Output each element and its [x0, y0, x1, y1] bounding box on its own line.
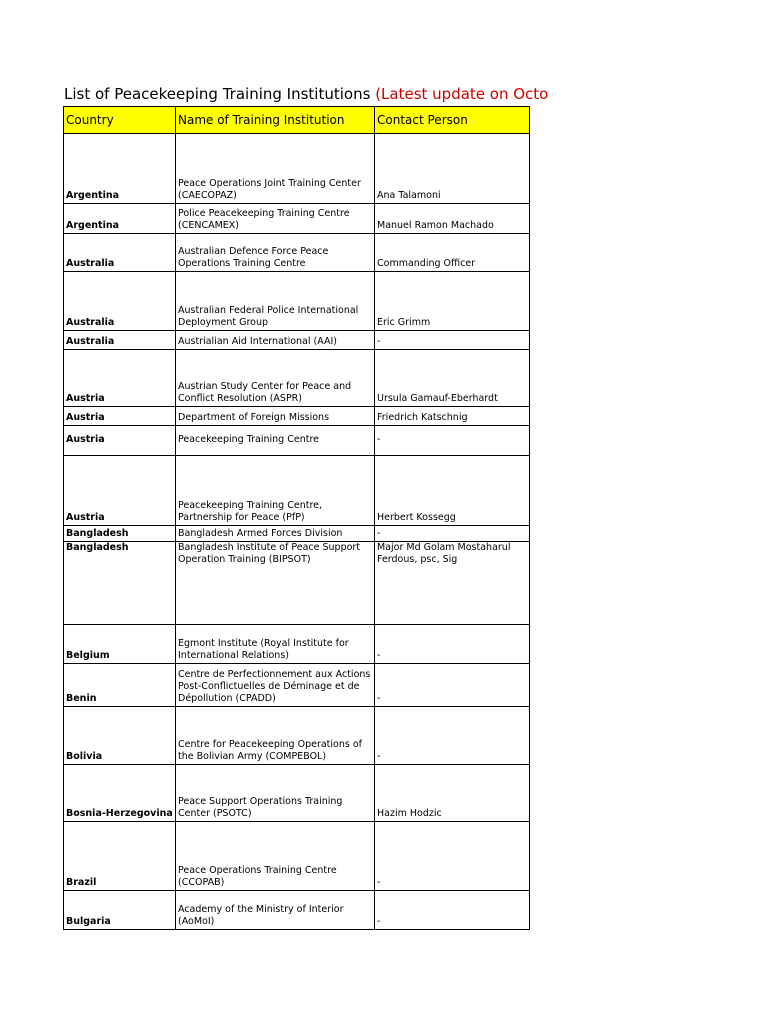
table-row: [64, 526, 530, 542]
cell-country: Bolivia: [64, 707, 176, 765]
cell-contact: -: [375, 426, 530, 456]
table-row: [64, 891, 530, 930]
table-row: [64, 765, 530, 822]
cell-institution: Australian Federal Police International Deployment Group: [176, 272, 375, 331]
table-row: [64, 542, 530, 625]
cell-country: Australia: [64, 234, 176, 272]
table-row: [64, 822, 530, 891]
cell-institution: Academy of the Ministry of Interior (AoMoI): [176, 891, 375, 930]
title-main: List of Peacekeeping Training Institutions: [64, 85, 371, 103]
cell-contact: Eric Grimm: [375, 272, 530, 331]
cell-country: Argentina: [64, 204, 176, 234]
cell-institution: Peace Operations Training Centre (CCOPAB): [176, 822, 375, 891]
cell-institution: Peace Operations Joint Training Center (CAECOPAZ): [176, 134, 375, 204]
cell-country: Brazil: [64, 822, 176, 891]
cell-contact: Ana Talamoni: [375, 134, 530, 204]
table-row: [64, 707, 530, 765]
cell-contact: Commanding Officer: [375, 234, 530, 272]
table-row: [64, 625, 530, 664]
cell-contact: -: [375, 625, 530, 664]
header-country: Country: [64, 107, 176, 134]
cell-contact: Friedrich Katschnig: [375, 407, 530, 426]
cell-country: Austria: [64, 456, 176, 526]
cell-institution: Australian Defence Force Peace Operations Training Centre: [176, 234, 375, 272]
cell-country: Bulgaria: [64, 891, 176, 930]
cell-institution: Peacekeeping Training Centre, Partnership for Peace (PfP): [176, 456, 375, 526]
cell-institution: Police Peacekeeping Training Centre (CENCAMEX): [176, 204, 375, 234]
cell-institution: Bangladesh Armed Forces Division: [176, 526, 375, 542]
cell-institution: Austrialian Aid International (AAI): [176, 331, 375, 350]
header-contact: Contact Person: [375, 107, 530, 134]
cell-institution: Peace Support Operations Training Center (PSOTC): [176, 765, 375, 822]
cell-contact: Hazim Hodzic: [375, 765, 530, 822]
cell-contact: Manuel Ramon Machado: [375, 204, 530, 234]
table-row: [64, 407, 530, 426]
table-row: [64, 331, 530, 350]
table-row: [64, 134, 530, 204]
cell-contact: -: [375, 331, 530, 350]
cell-institution: Centre for Peacekeeping Operations of the Bolivian Army (COMPEBOL): [176, 707, 375, 765]
cell-country: Belgium: [64, 625, 176, 664]
cell-country: Bosnia-Herzegovina: [64, 765, 176, 822]
table-row: [64, 456, 530, 526]
cell-institution: Austrian Study Center for Peace and Conflict Resolution (ASPR): [176, 350, 375, 407]
cell-institution: Department of Foreign Missions: [176, 407, 375, 426]
cell-country: Austria: [64, 407, 176, 426]
header-institution: Name of Training Institution: [176, 107, 375, 134]
cell-contact: -: [375, 707, 530, 765]
table-row: [64, 234, 530, 272]
cell-country: Australia: [64, 272, 176, 331]
cell-contact: -: [375, 664, 530, 707]
table-row: [64, 204, 530, 234]
cell-country: Argentina: [64, 134, 176, 204]
cell-country: Bangladesh: [64, 526, 176, 542]
table-row: [64, 664, 530, 707]
cell-contact: -: [375, 526, 530, 542]
cell-country: Austria: [64, 426, 176, 456]
cell-country: Bangladesh: [64, 542, 176, 625]
cell-institution: Peacekeeping Training Centre: [176, 426, 375, 456]
cell-contact: Herbert Kossegg: [375, 456, 530, 526]
cell-contact: -: [375, 822, 530, 891]
cell-institution: Bangladesh Institute of Peace Support Operation Training (BIPSOT): [176, 542, 375, 625]
table-row: [64, 426, 530, 456]
table-header-row: [64, 107, 530, 134]
cell-contact: Ursula Gamauf-Eberhardt: [375, 350, 530, 407]
cell-contact: -: [375, 891, 530, 930]
page-title: [64, 82, 549, 106]
cell-institution: Egmont Institute (Royal Institute for International Relations): [176, 625, 375, 664]
table-row: [64, 272, 530, 331]
cell-institution: Centre de Perfectionnement aux Actions Post-Conflictuelles de Déminage et de Dépollution (CPADD): [176, 664, 375, 707]
cell-country: Australia: [64, 331, 176, 350]
title-update-note: (Latest update on Octo: [375, 85, 549, 103]
table-row: [64, 350, 530, 407]
institutions-table: [63, 106, 530, 930]
cell-country: Benin: [64, 664, 176, 707]
cell-contact: Major Md Golam Mostaharul Ferdous, psc, Sig: [375, 542, 530, 625]
cell-country: Austria: [64, 350, 176, 407]
